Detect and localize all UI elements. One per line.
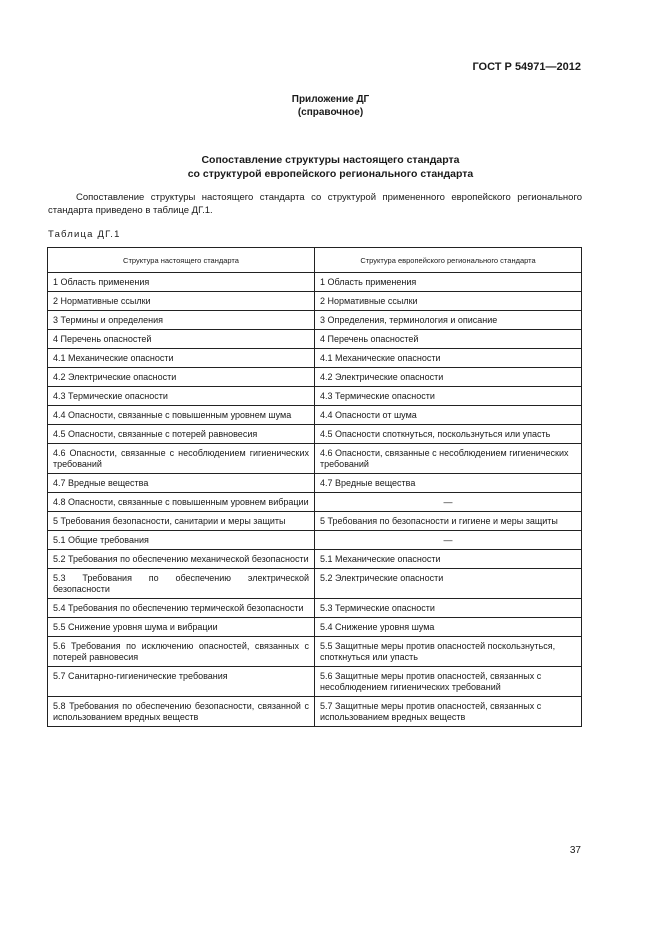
cell-european-standard: 3 Определения, терминология и описание [315,311,582,330]
table-row [48,618,582,637]
cell-european-standard: 5.2 Электрические опасности [315,569,582,599]
cell-current-standard: 4.2 Электрические опасности [48,368,315,387]
cell-european-standard: 4.7 Вредные вещества [315,474,582,493]
cell-current-standard: 5 Требования безопасности, санитарии и меры защиты [48,512,315,531]
cell-european-standard: 5.6 Защитные меры против опасностей, связанных с несоблюдением гигиенических требований [315,667,582,697]
table-row [48,637,582,667]
heading-line-2: со структурой европейского регионального стандарта [187,168,474,180]
cell-current-standard: 5.8 Требования по обеспечению безопасности, связанной с использованием вредных веществ [48,697,315,727]
cell-current-standard: 5.2 Требования по обеспечению механической безопасности [48,550,315,569]
cell-european-standard: 2 Нормативные ссылки [315,292,582,311]
cell-current-standard: 4.3 Термические опасности [48,387,315,406]
cell-current-standard: 5.5 Снижение уровня шума и вибрации [48,618,315,637]
appendix-block [0,93,661,119]
table-row [48,368,582,387]
cell-current-standard: 5.1 Общие требования [48,531,315,550]
table-row [48,493,582,512]
table-row [48,550,582,569]
cell-current-standard: 4.6 Опасности, связанные с несоблюдением гигиенических требований [48,444,315,474]
cell-current-standard: 5.7 Санитарно-гигиенические требования [48,667,315,697]
table-row [48,406,582,425]
cell-european-standard: 5.3 Термические опасности [315,599,582,618]
table-row [48,569,582,599]
cell-current-standard: 1 Область применения [48,273,315,292]
column-header: Структура настоящего стандарта [48,248,315,273]
cell-european-standard: 5.4 Снижение уровня шума [315,618,582,637]
section-heading [0,153,661,181]
cell-european-standard: 4.6 Опасности, связанные с несоблюдением гигиенических требований [315,444,582,474]
appendix-subtitle: (справочное) [297,107,364,118]
cell-european-standard: 4.4 Опасности от шума [315,406,582,425]
table-row [48,512,582,531]
cell-european-standard: 5.7 Защитные меры против опасностей, связанных с использованием вредных веществ [315,697,582,727]
cell-current-standard: 3 Термины и определения [48,311,315,330]
table-row [48,273,582,292]
cell-current-standard: 5.6 Требования по исключению опасностей, связанных с потерей равновесия [48,637,315,667]
table-row [48,444,582,474]
standard-code: ГОСТ Р 54971—2012 [472,61,581,73]
cell-current-standard: 4.8 Опасности, связанные с повышенным уровнем вибрации [48,493,315,512]
table-header-row [48,248,582,273]
cell-european-standard: 4.2 Электрические опасности [315,368,582,387]
table-row [48,292,582,311]
intro-paragraph: Сопоставление структуры настоящего стандарта со структурой примененного европейского регионального стандарта приведено в таблице ДГ.1. [48,192,582,216]
cell-european-standard: 4 Перечень опасностей [315,330,582,349]
table-row [48,474,582,493]
cell-european-standard: 4.1 Механические опасности [315,349,582,368]
table-row [48,311,582,330]
table-row [48,387,582,406]
column-header: Структура европейского регионального стандарта [315,248,582,273]
table-row [48,349,582,368]
cell-european-standard: 4.3 Термические опасности [315,387,582,406]
cell-current-standard: 4.1 Механические опасности [48,349,315,368]
table-row [48,425,582,444]
cell-current-standard: 5.3 Требования по обеспечению электрической безопасности [48,569,315,599]
cell-european-standard: 5.1 Механические опасности [315,550,582,569]
cell-european-standard: — [315,493,582,512]
cell-european-standard: 5.5 Защитные меры против опасностей поскользнуться, споткнуться или упасть [315,637,582,667]
cell-current-standard: 2 Нормативные ссылки [48,292,315,311]
cell-current-standard: 5.4 Требования по обеспечению термической безопасности [48,599,315,618]
cell-european-standard: 4.5 Опасности споткнуться, поскользнуться или упасть [315,425,582,444]
cell-current-standard: 4.4 Опасности, связанные с повышенным уровнем шума [48,406,315,425]
table-row [48,599,582,618]
table-row [48,667,582,697]
cell-european-standard: — [315,531,582,550]
cell-current-standard: 4.5 Опасности, связанные с потерей равновесия [48,425,315,444]
heading-line-1: Сопоставление структуры настоящего стандарта [201,154,460,166]
cell-current-standard: 4 Перечень опасностей [48,330,315,349]
table-caption: Таблица ДГ.1 [48,229,121,240]
page-number: 37 [569,845,581,856]
cell-european-standard: 5 Требования по безопасности и гигиене и меры защиты [315,512,582,531]
appendix-title: Приложение ДГ [291,94,370,105]
table-row [48,330,582,349]
cell-european-standard: 1 Область применения [315,273,582,292]
table-row [48,697,582,727]
table-row [48,531,582,550]
table-body [48,273,582,727]
comparison-table [47,247,582,727]
cell-current-standard: 4.7 Вредные вещества [48,474,315,493]
